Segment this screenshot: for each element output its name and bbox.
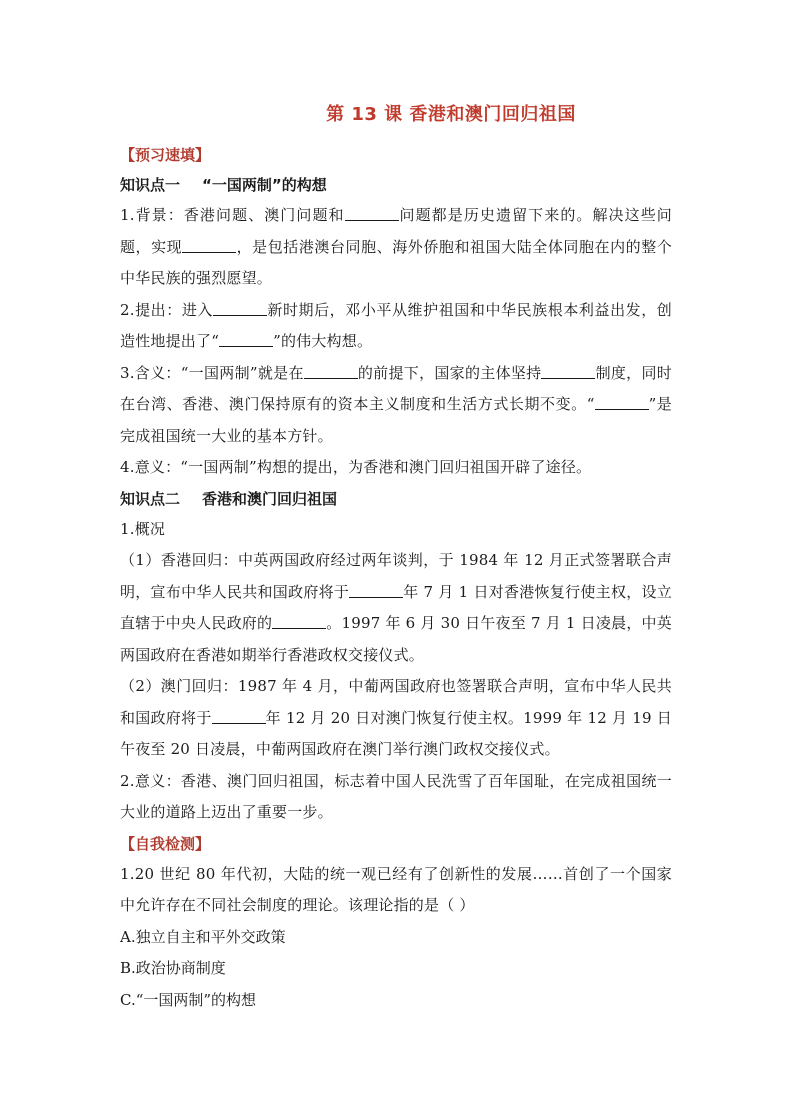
question-1-option-b[interactable]: B.政治协商制度 <box>120 959 226 977</box>
knowledge-point-2-label: 知识点二 <box>120 489 181 508</box>
knowledge-point-1-label: 知识点一 <box>120 176 181 194</box>
text-run: （2）澳门回归：1987 年 4 月，中葡两国政府也签署联合声明，宣布中华人民共和国政府将于 <box>120 677 672 727</box>
text-run: 年 12 月 20 日对澳门恢复行使主权。1999 年 12 月 19 日午夜至 20 日凌晨，中葡两国政府在澳门举行澳门政权交接仪式。 <box>120 708 673 758</box>
text-run: “ <box>586 395 595 413</box>
overview-heading: 1.概况 <box>120 519 166 538</box>
paragraph-significance-1 <box>120 452 672 484</box>
text-run: （1）香港回归：中英两国政府经过两年谈判，于 1984 年 12 月正式签署联合声明，宣布中华人民共和国政府将于 <box>120 551 672 601</box>
knowledge-point-1-name: “一国两制”的构想 <box>202 176 327 194</box>
text-run: 问题都是历史遗留下来的。解决这些问题，实现 <box>120 206 672 256</box>
self-check-section-tag: 【自我检测】 <box>120 834 211 853</box>
fill-blank[interactable] <box>349 581 403 598</box>
text-run: ”是完成祖国统一大业的基本方针。 <box>120 395 672 445</box>
fill-blank[interactable] <box>182 236 236 253</box>
text-run: ”的伟大构想。 <box>273 332 373 350</box>
paragraph-macao <box>120 671 672 766</box>
paragraph-proposal <box>120 295 672 358</box>
text-run: 的前提下，国家的主体坚持 <box>357 363 542 382</box>
fill-blank[interactable] <box>213 299 267 316</box>
fill-blank[interactable] <box>219 330 273 347</box>
paragraph-significance-2: 2.意义：香港、澳门回归祖国，标志着中国人民洗雪了百年国耻，在完成祖国统一大业的道路上迈出了重要一步。 <box>120 771 672 821</box>
paragraph-meaning <box>120 358 672 453</box>
fill-blank[interactable] <box>212 707 266 724</box>
fill-blank[interactable] <box>595 393 649 410</box>
text-run: 。1997 年 6 月 30 日午夜至 7 月 1 日凌晨，中英两国政府在香港如期举行香港政权交接仪式。 <box>120 614 672 664</box>
text-run: 新时期后，邓小平从维护祖国和中华民族根本利益出发，创造性地提出了“ <box>120 300 673 350</box>
question-1-option-a[interactable]: A.独立自主和平外交政策 <box>120 927 286 946</box>
knowledge-point-1-heading <box>120 170 672 200</box>
paragraph-background <box>120 200 672 295</box>
question-1-option-c[interactable]: C.“一国两制”的构想 <box>120 990 257 1009</box>
knowledge-point-2-heading <box>120 484 672 514</box>
fill-blank[interactable] <box>541 362 595 379</box>
fill-blank[interactable] <box>272 612 326 629</box>
paragraph-hong-kong <box>120 545 672 671</box>
text-run: 制度，同时在台湾、香港、澳门保持原有的资本主义制度和生活方式长期不变。 <box>120 363 672 413</box>
lesson-title: 第 13 课 香港和澳门回归祖国 <box>326 104 576 125</box>
question-1-stem: 1.20 世纪 80 年代初，大陆的统一观已经有了创新性的发展……首创了一个国家中允许存在不同社会制度的理论。该理论指的是（ ） <box>120 864 672 914</box>
document-content <box>120 100 672 1016</box>
knowledge-point-2-name: 香港和澳门回归祖国 <box>202 489 338 508</box>
fill-blank[interactable] <box>304 362 358 379</box>
text-run: 年 7 月 1 日对香港恢复行使主权，设立直辖于中央人民政府的 <box>120 582 672 632</box>
text-run: 1.背景：香港问题、澳门问题和 <box>120 206 345 224</box>
text-run: 3.含义：“一国两制”就是在 <box>120 363 304 382</box>
text-run: 4.意义：“一国两制”构想的提出，为香港和澳门回归祖国开辟了途径。 <box>120 458 592 476</box>
text-run: ，是包括港澳台同胞、海外侨胞和祖国大陆全体同胞在内的整个中华民族的强烈愿望。 <box>120 237 672 287</box>
fill-blank[interactable] <box>345 204 399 221</box>
text-run: 2.提出：进入 <box>120 300 213 319</box>
preview-section-tag: 【预习速填】 <box>120 146 211 164</box>
